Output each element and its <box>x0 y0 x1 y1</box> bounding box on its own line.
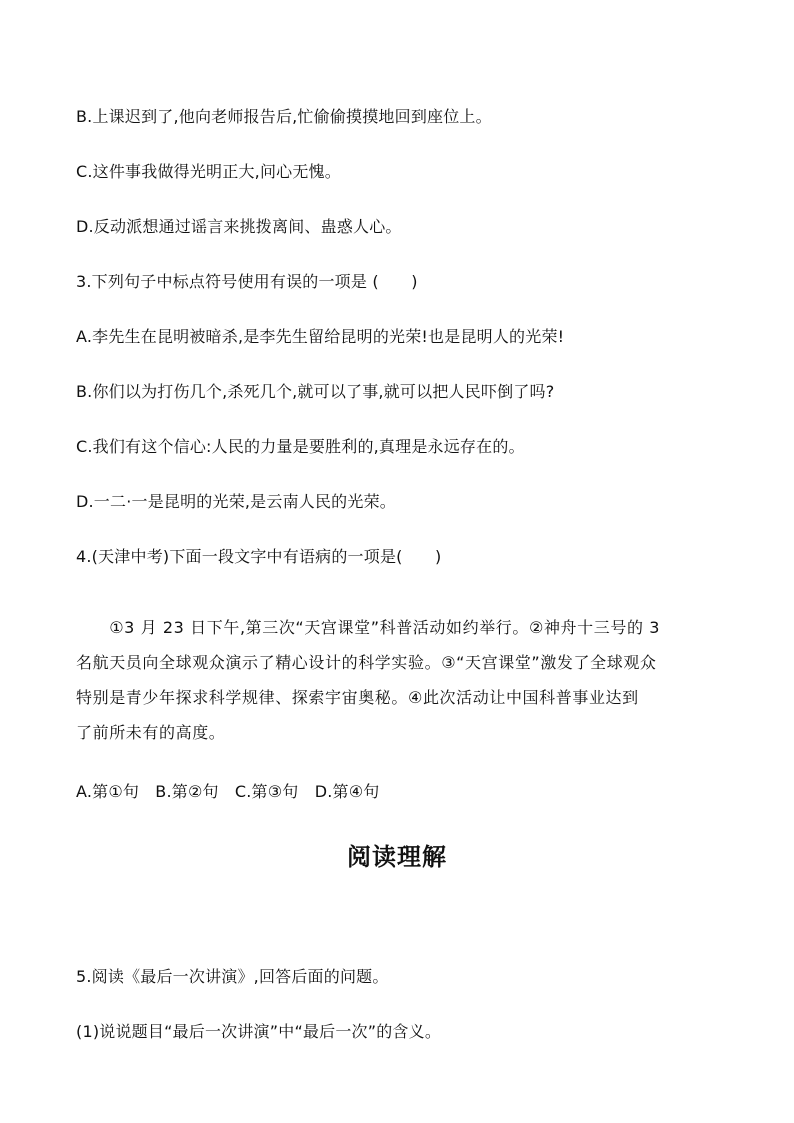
passage-line-2: 名航天员向全球观众演示了精心设计的科学实验。③“天宫课堂”激发了全球观众 <box>76 653 657 672</box>
option-c-line: C.这件事我做得光明正大,问心无愧。 <box>76 162 341 181</box>
question-3-option-d: D.一二·一是昆明的光荣,是云南人民的光荣。 <box>76 492 396 511</box>
option-b-line: B.上课迟到了,他向老师报告后,忙偷偷摸摸地回到座位上。 <box>76 107 492 126</box>
question-5-subquestion-1: (1)说说题目“最后一次讲演”中“最后一次”的含义。 <box>76 1022 442 1041</box>
question-3-option-b: B.你们以为打伤几个,杀死几个,就可以了事,就可以把人民吓倒了吗? <box>76 382 555 401</box>
question-4-options: A.第①句 B.第②句 C.第③句 D.第④句 <box>76 782 380 801</box>
option-d-line: D.反动派想通过谣言来挑拨离间、蛊惑人心。 <box>76 217 402 236</box>
question-3-option-c: C.我们有这个信心:人民的力量是要胜利的,真理是永远存在的。 <box>76 437 525 456</box>
question-4: 4.(天津中考)下面一段文字中有语病的一项是( ) <box>76 547 442 566</box>
question-5: 5.阅读《最后一次讲演》,回答后面的问题。 <box>76 967 389 986</box>
passage-line-4: 了前所未有的高度。 <box>76 723 226 742</box>
passage-line-3: 特别是青少年探求科学规律、探索宇宙奥秘。④此次活动让中国科普事业达到 <box>76 688 639 707</box>
question-3: 3.下列句子中标点符号使用有误的一项是 ( ) <box>76 272 418 291</box>
section-title: 阅读理解 <box>347 843 447 871</box>
question-3-option-a: A.李先生在昆明被暗杀,是李先生留给昆明的光荣!也是昆明人的光荣! <box>76 327 565 346</box>
passage-line-1: ①3 月 23 日下午,第三次“天宫课堂”科普活动如约举行。②神舟十三号的 3 <box>76 618 661 637</box>
